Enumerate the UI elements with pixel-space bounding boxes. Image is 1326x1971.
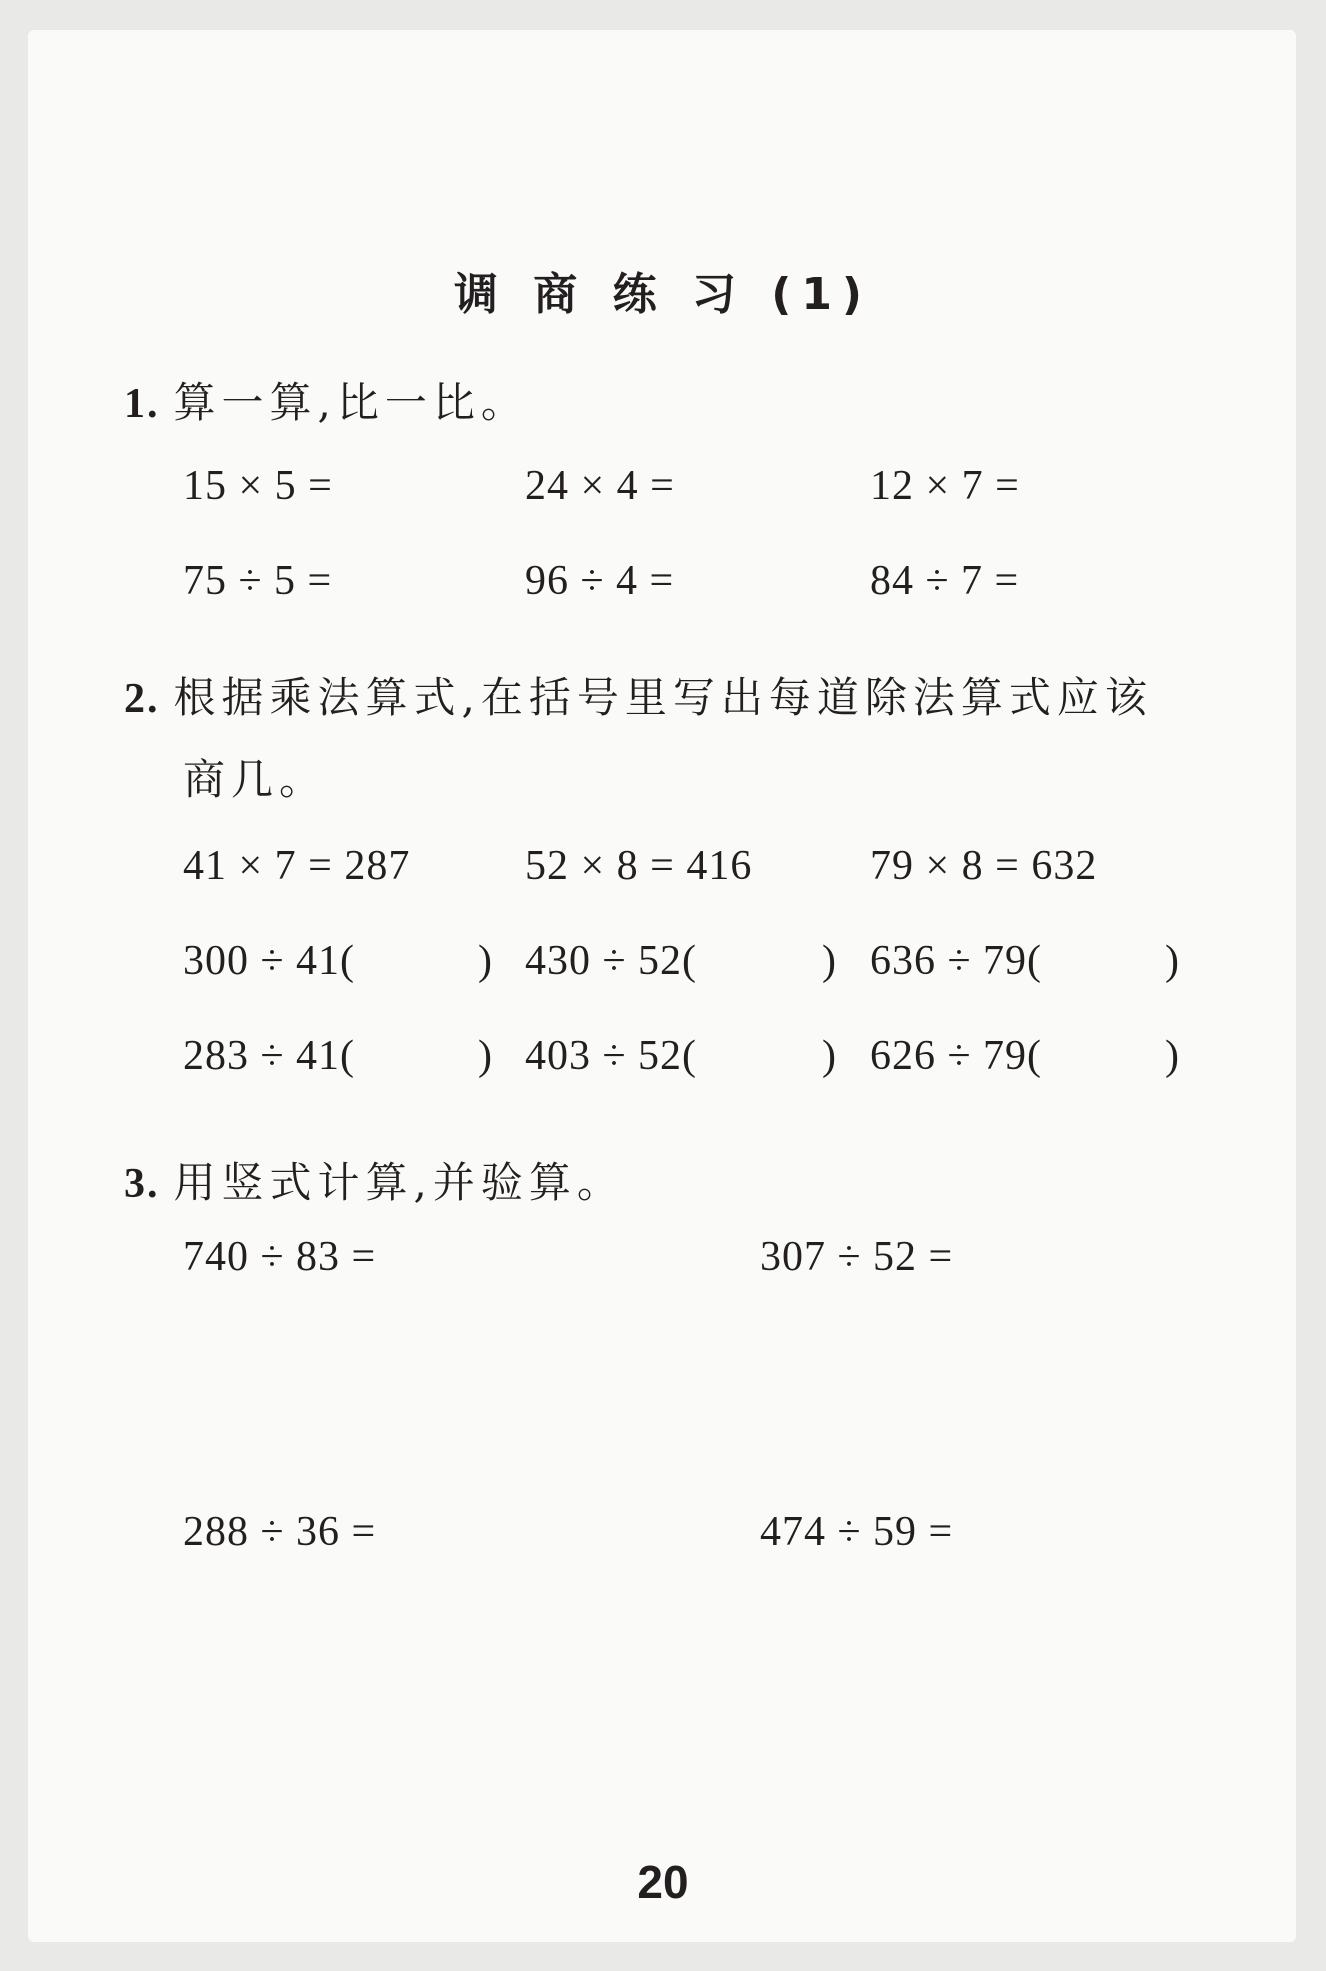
question-2-text: 根据乘法算式,在括号里写出每道除法算式应该 [173, 673, 1153, 722]
page-title: 调 商 练 习 (1) [453, 269, 873, 320]
q2-division-blank: 636 ÷ 79( [870, 938, 1043, 984]
question-3-text: 用竖式计算,并验算。 [173, 1158, 625, 1207]
q2-multiplication: 52 × 8 = 416 [525, 843, 753, 889]
q1-expression: 24 × 4 = [525, 463, 675, 509]
q3-long-division: 474 ÷ 59 = [760, 1509, 954, 1555]
q1-expression: 96 ÷ 4 = [525, 558, 675, 604]
question-1-number: 1. [124, 381, 160, 427]
question-2-heading [124, 665, 1153, 725]
q1-expression: 15 × 5 = [183, 463, 333, 509]
q2-division-blank: 283 ÷ 41( [183, 1033, 356, 1079]
q2-multiplication: 79 × 8 = 632 [870, 843, 1098, 889]
question-1-heading [124, 370, 529, 430]
question-1-text: 算一算,比一比。 [173, 378, 529, 427]
question-2-number: 2. [124, 676, 160, 722]
close-paren: ) [478, 1033, 492, 1079]
question-3-heading [124, 1150, 625, 1210]
q2-multiplication: 41 × 7 = 287 [183, 843, 411, 889]
q3-long-division: 740 ÷ 83 = [183, 1234, 377, 1280]
close-paren: ) [478, 938, 492, 984]
q2-division-blank: 626 ÷ 79( [870, 1033, 1043, 1079]
q2-division-blank: 300 ÷ 41( [183, 938, 356, 984]
question-3-number: 3. [124, 1161, 160, 1207]
page-number: 20 [637, 1856, 689, 1908]
q3-long-division: 288 ÷ 36 = [183, 1509, 377, 1555]
q2-division-blank: 403 ÷ 52( [525, 1033, 698, 1079]
q1-expression: 84 ÷ 7 = [870, 558, 1020, 604]
close-paren: ) [822, 1033, 836, 1079]
q2-division-blank: 430 ÷ 52( [525, 938, 698, 984]
q1-expression: 12 × 7 = [870, 463, 1020, 509]
q3-long-division: 307 ÷ 52 = [760, 1234, 954, 1280]
close-paren: ) [1165, 938, 1179, 984]
question-2-text-continued: 商几。 [183, 755, 328, 804]
close-paren: ) [1165, 1033, 1179, 1079]
q1-expression: 75 ÷ 5 = [183, 558, 333, 604]
close-paren: ) [822, 938, 836, 984]
